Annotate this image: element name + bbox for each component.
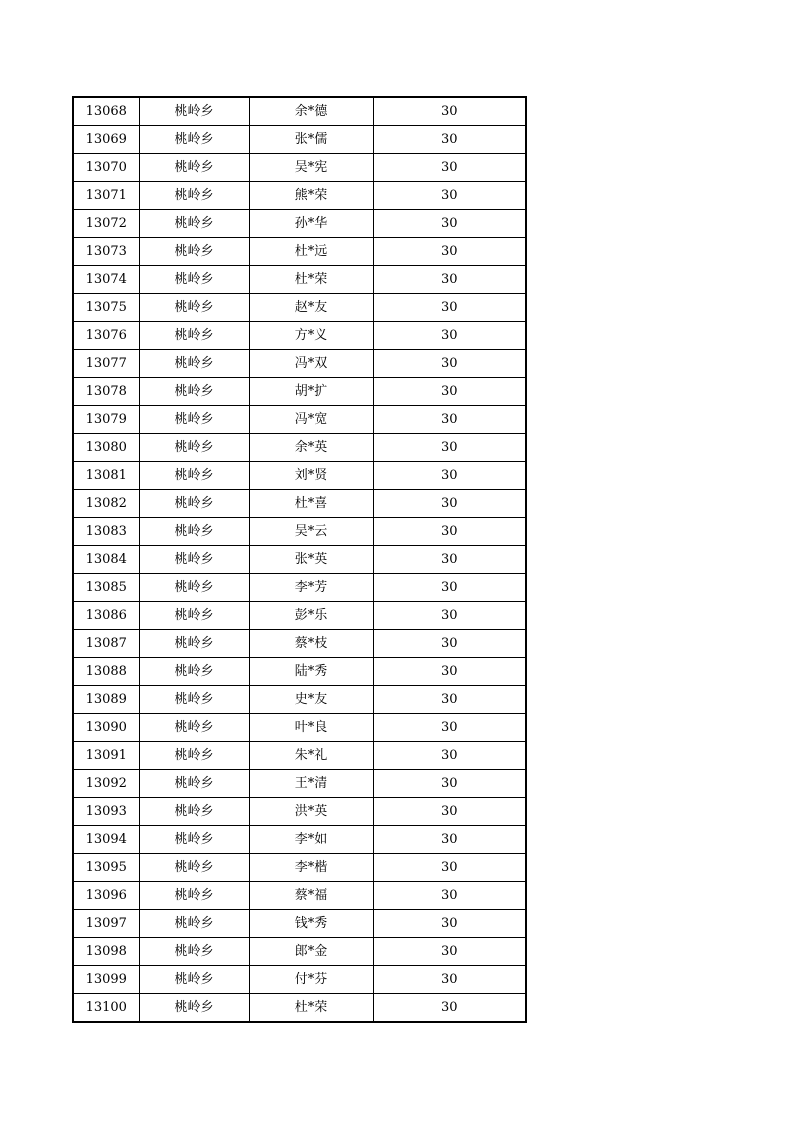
township-cell: 桃岭乡	[139, 210, 249, 238]
table-row	[73, 97, 526, 126]
name-cell: 李*楷	[249, 854, 373, 882]
table-row	[73, 350, 526, 378]
amount-cell: 30	[373, 798, 526, 826]
row-number-cell: 13092	[73, 770, 139, 798]
name-cell: 洪*英	[249, 798, 373, 826]
township-cell: 桃岭乡	[139, 154, 249, 182]
table-row	[73, 742, 526, 770]
row-number-cell: 13090	[73, 714, 139, 742]
name-cell: 张*儒	[249, 126, 373, 154]
row-number-cell: 13071	[73, 182, 139, 210]
row-number-cell: 13085	[73, 574, 139, 602]
amount-cell: 30	[373, 378, 526, 406]
amount-cell: 30	[373, 826, 526, 854]
township-cell: 桃岭乡	[139, 798, 249, 826]
table-row	[73, 462, 526, 490]
row-number-cell: 13081	[73, 462, 139, 490]
name-cell: 郎*金	[249, 938, 373, 966]
row-number-cell: 13075	[73, 294, 139, 322]
amount-cell: 30	[373, 182, 526, 210]
table-row	[73, 966, 526, 994]
name-cell: 余*德	[249, 97, 373, 126]
township-cell: 桃岭乡	[139, 350, 249, 378]
table-row	[73, 518, 526, 546]
table-row	[73, 826, 526, 854]
name-cell: 方*义	[249, 322, 373, 350]
row-number-cell: 13078	[73, 378, 139, 406]
township-cell: 桃岭乡	[139, 910, 249, 938]
row-number-cell: 13086	[73, 602, 139, 630]
table-row	[73, 910, 526, 938]
amount-cell: 30	[373, 994, 526, 1023]
township-cell: 桃岭乡	[139, 770, 249, 798]
amount-cell: 30	[373, 938, 526, 966]
township-cell: 桃岭乡	[139, 938, 249, 966]
amount-cell: 30	[373, 910, 526, 938]
amount-cell: 30	[373, 854, 526, 882]
name-cell: 杜*远	[249, 238, 373, 266]
row-number-cell: 13096	[73, 882, 139, 910]
amount-cell: 30	[373, 574, 526, 602]
row-number-cell: 13082	[73, 490, 139, 518]
name-cell: 朱*礼	[249, 742, 373, 770]
table-row	[73, 182, 526, 210]
township-cell: 桃岭乡	[139, 714, 249, 742]
name-cell: 史*友	[249, 686, 373, 714]
name-cell: 陆*秀	[249, 658, 373, 686]
township-cell: 桃岭乡	[139, 742, 249, 770]
row-number-cell: 13073	[73, 238, 139, 266]
amount-cell: 30	[373, 602, 526, 630]
amount-cell: 30	[373, 714, 526, 742]
township-cell: 桃岭乡	[139, 294, 249, 322]
row-number-cell: 13097	[73, 910, 139, 938]
table-row	[73, 658, 526, 686]
row-number-cell: 13070	[73, 154, 139, 182]
amount-cell: 30	[373, 154, 526, 182]
township-cell: 桃岭乡	[139, 602, 249, 630]
township-cell: 桃岭乡	[139, 630, 249, 658]
name-cell: 冯*双	[249, 350, 373, 378]
township-cell: 桃岭乡	[139, 686, 249, 714]
name-cell: 王*清	[249, 770, 373, 798]
township-cell: 桃岭乡	[139, 574, 249, 602]
table-row	[73, 294, 526, 322]
township-cell: 桃岭乡	[139, 658, 249, 686]
amount-cell: 30	[373, 406, 526, 434]
township-cell: 桃岭乡	[139, 966, 249, 994]
amount-cell: 30	[373, 546, 526, 574]
table-row	[73, 630, 526, 658]
roster-table-body	[73, 97, 526, 1022]
township-cell: 桃岭乡	[139, 854, 249, 882]
table-row	[73, 210, 526, 238]
township-cell: 桃岭乡	[139, 126, 249, 154]
township-cell: 桃岭乡	[139, 378, 249, 406]
row-number-cell: 13098	[73, 938, 139, 966]
row-number-cell: 13089	[73, 686, 139, 714]
township-cell: 桃岭乡	[139, 434, 249, 462]
table-row	[73, 322, 526, 350]
township-cell: 桃岭乡	[139, 462, 249, 490]
row-number-cell: 13093	[73, 798, 139, 826]
amount-cell: 30	[373, 518, 526, 546]
row-number-cell: 13095	[73, 854, 139, 882]
row-number-cell: 13072	[73, 210, 139, 238]
table-row	[73, 938, 526, 966]
row-number-cell: 13079	[73, 406, 139, 434]
name-cell: 吴*宪	[249, 154, 373, 182]
amount-cell: 30	[373, 658, 526, 686]
table-row	[73, 238, 526, 266]
amount-cell: 30	[373, 238, 526, 266]
row-number-cell: 13099	[73, 966, 139, 994]
table-row	[73, 994, 526, 1023]
table-row	[73, 602, 526, 630]
amount-cell: 30	[373, 770, 526, 798]
table-row	[73, 574, 526, 602]
name-cell: 李*如	[249, 826, 373, 854]
name-cell: 杜*荣	[249, 994, 373, 1023]
row-number-cell: 13094	[73, 826, 139, 854]
table-row	[73, 154, 526, 182]
table-row	[73, 378, 526, 406]
name-cell: 蔡*福	[249, 882, 373, 910]
name-cell: 赵*友	[249, 294, 373, 322]
name-cell: 杜*荣	[249, 266, 373, 294]
table-row	[73, 434, 526, 462]
table-row	[73, 882, 526, 910]
name-cell: 胡*扩	[249, 378, 373, 406]
amount-cell: 30	[373, 126, 526, 154]
table-row	[73, 686, 526, 714]
township-cell: 桃岭乡	[139, 322, 249, 350]
township-cell: 桃岭乡	[139, 97, 249, 126]
name-cell: 孙*华	[249, 210, 373, 238]
table-row	[73, 266, 526, 294]
name-cell: 钱*秀	[249, 910, 373, 938]
name-cell: 吴*云	[249, 518, 373, 546]
table-row	[73, 406, 526, 434]
table-row	[73, 714, 526, 742]
name-cell: 蔡*枝	[249, 630, 373, 658]
name-cell: 李*芳	[249, 574, 373, 602]
amount-cell: 30	[373, 882, 526, 910]
amount-cell: 30	[373, 742, 526, 770]
row-number-cell: 13076	[73, 322, 139, 350]
row-number-cell: 13091	[73, 742, 139, 770]
township-cell: 桃岭乡	[139, 406, 249, 434]
table-row	[73, 854, 526, 882]
name-cell: 余*英	[249, 434, 373, 462]
table-row	[73, 798, 526, 826]
name-cell: 张*英	[249, 546, 373, 574]
amount-cell: 30	[373, 322, 526, 350]
township-cell: 桃岭乡	[139, 238, 249, 266]
roster-table	[72, 96, 527, 1023]
row-number-cell: 13080	[73, 434, 139, 462]
amount-cell: 30	[373, 210, 526, 238]
name-cell: 熊*荣	[249, 182, 373, 210]
row-number-cell: 13077	[73, 350, 139, 378]
row-number-cell: 13069	[73, 126, 139, 154]
row-number-cell: 13084	[73, 546, 139, 574]
row-number-cell: 13083	[73, 518, 139, 546]
row-number-cell: 13100	[73, 994, 139, 1023]
amount-cell: 30	[373, 434, 526, 462]
amount-cell: 30	[373, 350, 526, 378]
table-row	[73, 770, 526, 798]
amount-cell: 30	[373, 97, 526, 126]
name-cell: 付*芬	[249, 966, 373, 994]
row-number-cell: 13088	[73, 658, 139, 686]
amount-cell: 30	[373, 686, 526, 714]
township-cell: 桃岭乡	[139, 826, 249, 854]
township-cell: 桃岭乡	[139, 518, 249, 546]
township-cell: 桃岭乡	[139, 182, 249, 210]
table-row	[73, 546, 526, 574]
township-cell: 桃岭乡	[139, 490, 249, 518]
township-cell: 桃岭乡	[139, 266, 249, 294]
name-cell: 冯*宽	[249, 406, 373, 434]
row-number-cell: 13087	[73, 630, 139, 658]
name-cell: 刘*贤	[249, 462, 373, 490]
township-cell: 桃岭乡	[139, 994, 249, 1023]
amount-cell: 30	[373, 966, 526, 994]
table-row	[73, 126, 526, 154]
name-cell: 杜*喜	[249, 490, 373, 518]
row-number-cell: 13074	[73, 266, 139, 294]
name-cell: 彭*乐	[249, 602, 373, 630]
name-cell: 叶*良	[249, 714, 373, 742]
township-cell: 桃岭乡	[139, 882, 249, 910]
amount-cell: 30	[373, 462, 526, 490]
township-cell: 桃岭乡	[139, 546, 249, 574]
row-number-cell: 13068	[73, 97, 139, 126]
amount-cell: 30	[373, 294, 526, 322]
amount-cell: 30	[373, 266, 526, 294]
amount-cell: 30	[373, 630, 526, 658]
amount-cell: 30	[373, 490, 526, 518]
table-row	[73, 490, 526, 518]
